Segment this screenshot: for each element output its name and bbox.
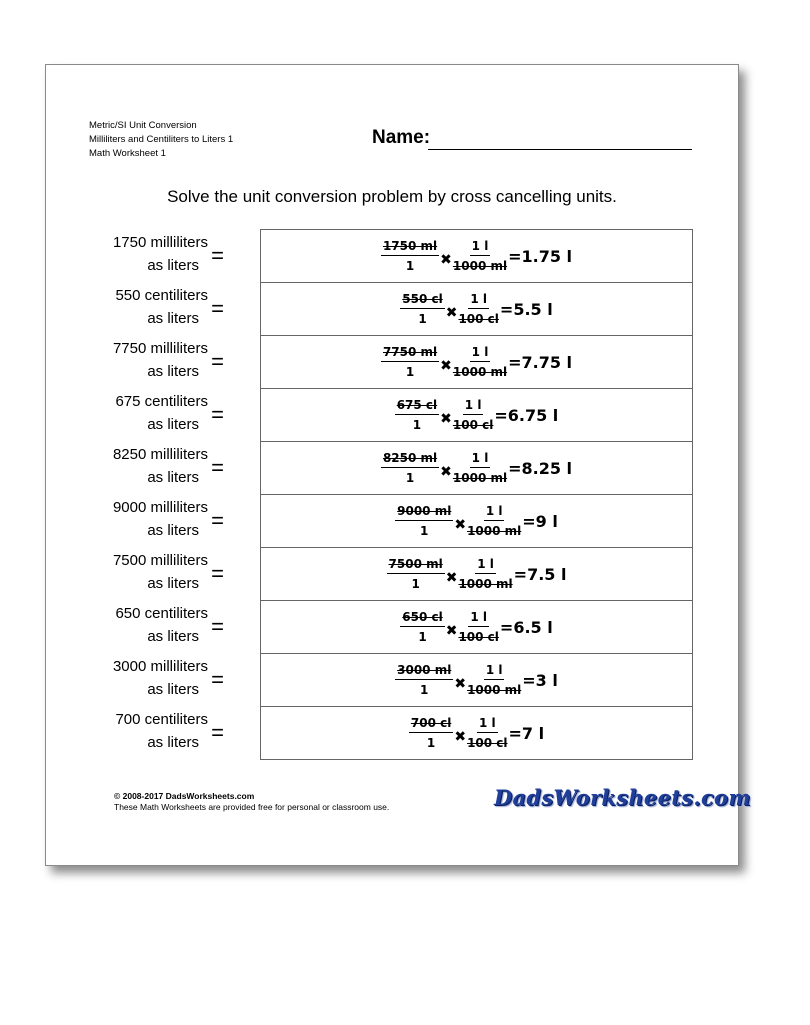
equals-sign: = [211,561,224,586]
conversion-factor-fraction [453,345,507,379]
conversion-solution [409,716,544,750]
factor-numerator: 1 l [475,557,496,574]
answer-row [260,336,693,389]
conversion-solution [395,663,558,697]
given-fraction [400,292,444,326]
question-item [86,600,246,653]
given-numerator: 9000 ml [395,504,453,521]
question-item [86,282,246,335]
conversion-solution [381,345,572,379]
factor-denominator: 1000 ml [452,471,508,485]
given-denominator: 1 [420,683,429,697]
answer-row [260,230,693,283]
conversion-factor-fraction [453,451,507,485]
question-item [86,229,246,282]
times-sign: ✖ [454,517,467,533]
equals-sign: = [211,349,224,374]
answer-row [260,601,693,654]
given-numerator: 7750 ml [381,345,439,362]
times-sign: ✖ [445,570,458,586]
given-numerator: 700 cl [409,716,453,733]
conversion-factor-fraction [458,557,512,591]
times-sign: ✖ [445,623,458,639]
given-denominator: 1 [418,312,427,326]
given-denominator: 1 [405,365,415,379]
given-numerator: 3000 ml [395,663,453,680]
factor-numerator: 1 l [470,345,491,362]
factor-numerator: 1 l [470,451,491,468]
factor-numerator: 1 l [484,504,505,521]
answer-row [260,495,693,548]
question-target-unit: as liters [147,575,199,592]
conversion-solution [387,557,567,591]
conversion-factor-fraction [467,504,521,538]
times-sign: ✖ [440,358,452,374]
question-target-unit: as liters [147,257,199,274]
answer-result: =8.25 l [508,458,573,478]
factor-denominator: 1000 ml [467,683,522,697]
copyright-text: © 2008-2017 DadsWorksheets.com [114,791,255,801]
factor-denominator: 1000 ml [452,259,508,273]
question-item [86,441,246,494]
given-denominator: 1 [405,471,415,485]
question-target-unit: as liters [147,522,199,539]
given-denominator: 1 [418,630,427,644]
conversion-factor-fraction [453,398,493,432]
factor-numerator: 1 l [477,716,498,733]
answer-result: =7 l [508,723,545,743]
question-item [86,335,246,388]
times-sign: ✖ [454,729,467,745]
answer-result: =7.75 l [508,352,573,372]
factor-denominator: 100 cl [458,630,499,644]
question-quantity: 550 centiliters [115,287,208,304]
answer-result: =5.5 l [499,299,553,319]
question-quantity: 7500 milliliters [112,552,208,569]
meta-worksheet-number: Math Worksheet 1 [89,148,166,159]
name-field-line[interactable] [428,149,692,150]
meta-topic: Milliliters and Centiliters to Liters 1 [89,134,234,145]
conversion-solution [381,451,572,485]
question-quantity: 675 centiliters [115,393,208,410]
given-denominator: 1 [420,524,429,538]
answer-row [260,548,693,601]
conversion-factor-fraction [467,663,521,697]
question-target-unit: as liters [147,681,199,698]
answer-result: =6.75 l [494,405,559,425]
given-fraction [381,345,439,379]
given-numerator: 550 cl [400,292,444,309]
question-target-unit: as liters [147,310,199,327]
factor-numerator: 1 l [463,398,484,415]
times-sign: ✖ [440,464,452,480]
question-item [86,653,246,706]
answer-result: =3 l [522,670,558,690]
question-quantity: 7750 milliliters [112,340,208,357]
given-numerator: 650 cl [400,610,444,627]
question-quantity: 1750 milliliters [112,234,208,251]
given-numerator: 7500 ml [387,557,445,574]
answer-result: =6.5 l [499,617,553,637]
conversion-solution [400,610,552,644]
equals-sign: = [211,720,224,745]
factor-numerator: 1 l [470,239,491,256]
given-numerator: 8250 ml [381,451,439,468]
times-sign: ✖ [445,305,458,321]
equals-sign: = [211,402,224,427]
answer-table [260,229,693,760]
given-fraction [395,398,439,432]
question-target-unit: as liters [147,628,199,645]
answer-result: =9 l [522,511,558,531]
given-fraction [395,663,453,697]
question-quantity: 9000 milliliters [112,499,208,516]
given-fraction [395,504,453,538]
factor-denominator: 1000 ml [458,577,513,591]
answer-row [260,283,693,336]
question-quantity: 8250 milliliters [112,446,208,463]
conversion-solution [400,292,552,326]
times-sign: ✖ [440,411,452,427]
factor-denominator: 100 cl [467,736,508,750]
equals-sign: = [211,243,224,268]
meta-subject: Metric/SI Unit Conversion [89,120,197,131]
times-sign: ✖ [454,676,467,692]
question-target-unit: as liters [147,363,199,380]
given-denominator: 1 [405,259,415,273]
factor-numerator: 1 l [468,292,489,309]
conversion-factor-fraction [453,239,507,273]
answer-row [260,389,693,442]
equals-sign: = [211,296,224,321]
dadsworksheets-logo[interactable]: DadsWorksheets.com [494,785,751,810]
instructions: Solve the unit conversion problem by cross cancelling units. [167,187,617,206]
conversion-solution [381,239,572,273]
answer-row [260,707,693,760]
given-fraction [409,716,453,750]
given-denominator: 1 [412,418,422,432]
given-numerator: 675 cl [395,398,439,415]
question-quantity: 650 centiliters [115,605,208,622]
worksheet-meta [89,119,233,161]
usage-note: These Math Worksheets are provided free for personal or classroom use. [114,802,390,812]
factor-numerator: 1 l [468,610,489,627]
question-item [86,388,246,441]
question-quantity: 700 centiliters [115,711,208,728]
worksheet-page [45,64,751,866]
equals-sign: = [211,508,224,533]
equals-sign: = [211,614,224,639]
question-target-unit: as liters [147,469,199,486]
given-numerator: 1750 ml [381,239,439,256]
factor-denominator: 1000 ml [452,365,508,379]
answer-result: =1.75 l [508,246,573,266]
conversion-factor-fraction [458,610,498,644]
footer-copyright [114,791,389,813]
question-target-unit: as liters [147,416,199,433]
answer-row [260,442,693,495]
given-fraction [381,239,439,273]
question-column [86,229,246,759]
conversion-solution [395,398,559,432]
factor-denominator: 100 cl [452,418,494,432]
question-target-unit: as liters [147,734,199,751]
given-denominator: 1 [411,577,420,591]
given-fraction [387,557,445,591]
question-item [86,547,246,600]
times-sign: ✖ [440,252,452,268]
equals-sign: = [211,667,224,692]
given-fraction [400,610,444,644]
conversion-factor-fraction [467,716,507,750]
answer-row [260,654,693,707]
conversion-factor-fraction [458,292,498,326]
equals-sign: = [211,455,224,480]
factor-denominator: 100 cl [458,312,499,326]
given-fraction [381,451,439,485]
answer-result: =7.5 l [513,564,567,584]
given-denominator: 1 [426,736,436,750]
question-item [86,494,246,547]
question-quantity: 3000 milliliters [112,658,208,675]
conversion-solution [395,504,558,538]
name-label: Name: [372,127,431,148]
factor-numerator: 1 l [484,663,505,680]
factor-denominator: 1000 ml [467,524,522,538]
question-item [86,706,246,759]
